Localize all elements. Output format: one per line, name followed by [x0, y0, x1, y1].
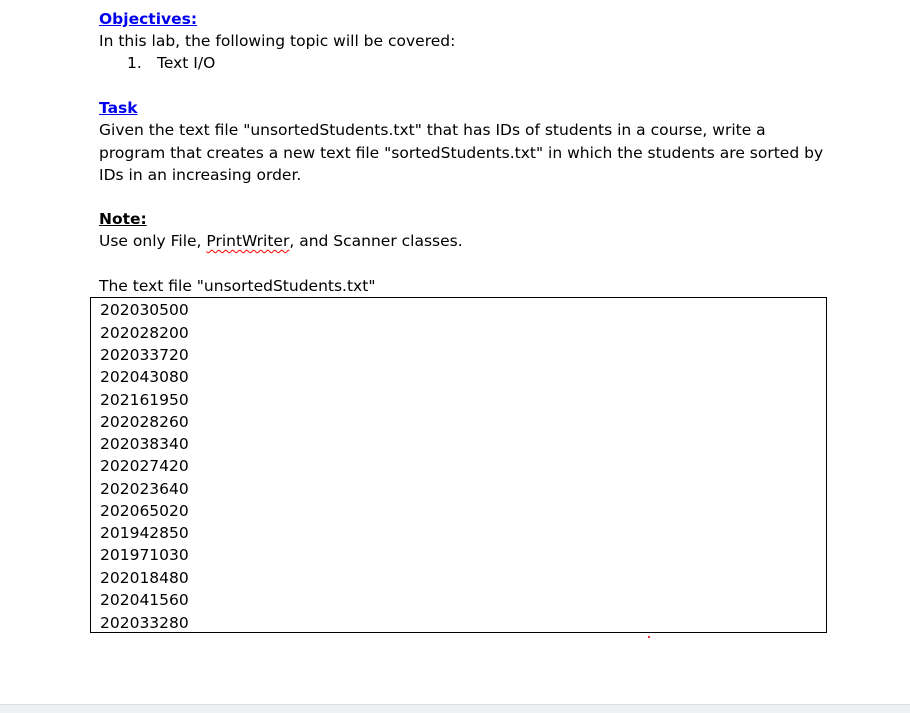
student-id-row: 202027420: [100, 457, 189, 475]
student-id-row: 202033280: [100, 614, 189, 632]
student-id-row: 201971030: [100, 546, 189, 564]
note-spellcheck-word: PrintWriter: [206, 232, 290, 250]
list-item-text: Text I/O: [157, 54, 216, 72]
file-caption: The text file "unsortedStudents.txt": [99, 277, 376, 295]
student-id-row: 202030500: [100, 301, 189, 319]
objectives-heading: Objectives:: [99, 10, 198, 28]
list-item-number: 1.: [127, 54, 142, 72]
note-suffix: , and Scanner classes.: [289, 232, 463, 250]
note-heading: Note:: [99, 210, 147, 228]
student-id-row: 202028200: [100, 324, 189, 342]
note-prefix: Use only File,: [99, 232, 207, 250]
note-text: [99, 231, 463, 251]
student-id-row: 202028260: [100, 413, 189, 431]
student-id-row: 202065020: [100, 502, 189, 520]
objectives-list-item: [127, 53, 215, 73]
task-heading: Task: [99, 99, 138, 117]
student-id-row: 202038340: [100, 435, 189, 453]
student-id-row: 202041560: [100, 591, 189, 609]
student-id-table: [90, 297, 827, 633]
student-id-row: 201942850: [100, 524, 189, 542]
student-id-row: 202033720: [100, 346, 189, 364]
student-id-row: 202018480: [100, 569, 189, 587]
objectives-intro: In this lab, the following topic will be covered:: [99, 32, 456, 50]
student-id-row: 202161950: [100, 391, 189, 409]
student-id-row: 202023640: [100, 480, 189, 498]
task-line-2: program that creates a new text file "sortedStudents.txt" in which the students are sorted by: [99, 144, 824, 162]
task-line-1: Given the text file "unsortedStudents.txt" that has IDs of students in a course, write a: [99, 121, 766, 139]
spellcheck-mark: [648, 636, 650, 638]
student-id-row: 202043080: [100, 368, 189, 386]
task-line-3: IDs in an increasing order.: [99, 166, 302, 184]
